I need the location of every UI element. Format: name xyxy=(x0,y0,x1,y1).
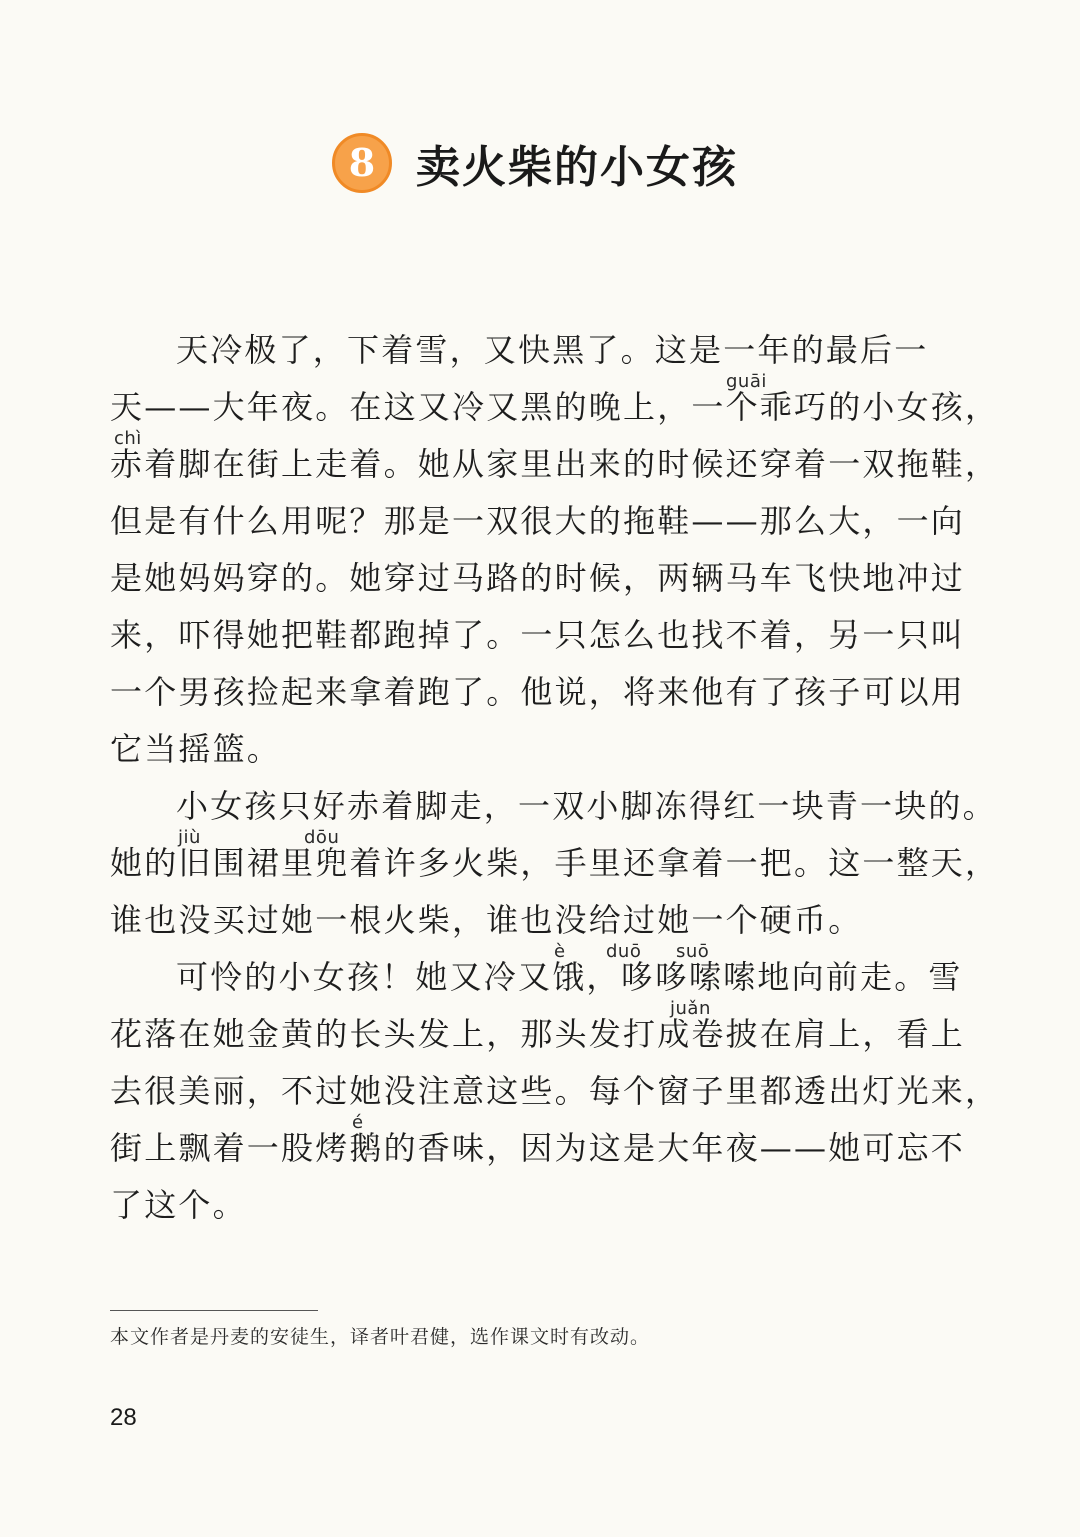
lesson-number-badge xyxy=(332,133,392,193)
pinyin-annotation: jiù xyxy=(178,827,201,848)
text-line-content: 可怜的小女孩！她又冷又饿，哆哆嗦嗦地向前走。雪 xyxy=(176,958,963,996)
lesson-heading xyxy=(0,128,1080,198)
pinyin-annotation: è xyxy=(554,941,566,962)
text-line xyxy=(110,371,1000,436)
text-line-content: 赤着脚在街上走着。她从家里出来的时候还穿着一双拖鞋， xyxy=(110,445,1000,483)
footnote-divider xyxy=(110,1310,318,1311)
lesson-title: 卖火柴的小女孩 xyxy=(416,142,738,193)
text-line xyxy=(110,1112,966,1177)
text-line xyxy=(110,827,1000,892)
text-line: 来，吓得她把鞋都跑掉了。一只怎么也找不着，另一只叫 xyxy=(110,616,966,654)
pinyin-annotation: chì xyxy=(114,428,142,449)
pinyin-annotation: dōu xyxy=(304,827,340,848)
text-line xyxy=(110,428,1000,493)
text-line: 去很美丽，不过她没注意这些。每个窗子里都透出灯光来， xyxy=(110,1072,1000,1110)
pinyin-annotation: duō xyxy=(606,941,642,962)
text-line: 它当摇篮。 xyxy=(110,730,282,768)
footnote: 本文作者是丹麦的安徒生，译者叶君健，选作课文时有改动。 xyxy=(110,1326,651,1348)
text-line-content: 花落在她金黄的长头发上，那头发打成卷披在肩上，看上 xyxy=(110,1015,966,1053)
text-line: 谁也没买过她一根火柴，谁也没给过她一个硬币。 xyxy=(110,901,863,939)
text-line xyxy=(110,941,963,1006)
text-line: 一个男孩捡起来拿着跑了。他说，将来他有了孩子可以用 xyxy=(110,673,966,711)
pinyin-annotation: suō xyxy=(676,941,710,962)
text-line: 天冷极了，下着雪，又快黑了。这是一年的最后一 xyxy=(176,331,929,369)
pinyin-annotation: é xyxy=(352,1112,364,1133)
text-line: 但是有什么用呢？那是一双很大的拖鞋——那么大，一向 xyxy=(110,502,966,540)
text-line: 是她妈妈穿的。她穿过马路的时候，两辆马车飞快地冲过 xyxy=(110,559,966,597)
text-line xyxy=(110,998,966,1063)
text-line-content: 街上飘着一股烤鹅的香味，因为这是大年夜——她可忘不 xyxy=(110,1129,966,1167)
text-line-content: 天——大年夜。在这又冷又黑的晚上，一个乖巧的小女孩， xyxy=(110,388,1000,426)
text-line-content: 她的旧围裙里兜着许多火柴，手里还拿着一把。这一整天， xyxy=(110,844,1000,882)
text-line: 了这个。 xyxy=(110,1186,247,1224)
pinyin-annotation: juǎn xyxy=(670,998,711,1019)
pinyin-annotation: guāi xyxy=(726,371,767,392)
story-text xyxy=(110,322,1000,1234)
page-number: 28 xyxy=(110,1404,137,1431)
text-line: 小女孩只好赤着脚走，一双小脚冻得红一块青一块的。 xyxy=(176,787,997,825)
lesson-number: 8 xyxy=(348,140,376,185)
